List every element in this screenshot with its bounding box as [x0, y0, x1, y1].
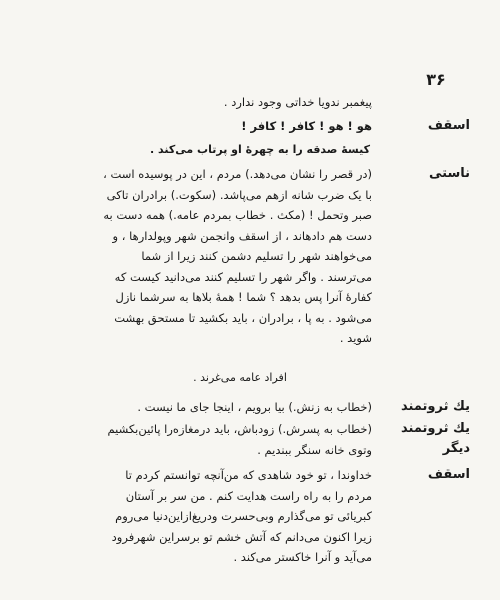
speaker-name: اسقف — [427, 467, 470, 482]
text-line: شوید . — [339, 331, 372, 345]
dialogue-entry — [30, 397, 470, 419]
text-line: می‌شود . به پا ، برادران ، باید بکشید تا مستحق بهشت — [114, 310, 372, 325]
dialogue-text — [32, 465, 372, 568]
dialogue-entry — [30, 465, 470, 575]
text-line: با یک ضرب شانه ازهم می‌پاشد. (سکوت.) برادران تاکی — [106, 187, 372, 202]
dialogue-text — [32, 116, 372, 137]
text-line: (خطاب به پسرش.) زودباش، باید درمغازه‌را پائین‌بکشیم — [107, 422, 372, 436]
dialogue-text — [32, 397, 372, 418]
speaker-name: اسقف — [427, 118, 470, 133]
text-line: می‌ترسند . واگر شهر را تسلیم کنند می‌دانید کیست که — [114, 269, 372, 284]
dialogue-text — [32, 164, 372, 349]
dialogue-text — [32, 92, 372, 113]
continuation-entry — [30, 92, 470, 114]
page-number: ۳۶ — [426, 70, 446, 89]
speaker-name: یك ثروتمند — [401, 399, 470, 414]
stage-direction: افراد عامه می‌غرند . — [193, 371, 287, 384]
speaker-name: ناستی — [428, 166, 470, 181]
text-line: وتوی خانه سنگر ببندیم . — [257, 442, 372, 457]
text-line: مردم را به راه راست هدایت کنم . من سر بر آستان — [125, 488, 372, 503]
text-line: (خطاب به زنش.) بیا برویم ، اینجا جای ما نیست . — [137, 400, 372, 414]
text-line: خداوندا ، تو خود شاهدی که من‌آنچه توانستم کردم تا — [125, 468, 372, 482]
dialogue-entry — [30, 116, 470, 138]
speaker-name: یك ثروتمند دیگر — [401, 421, 470, 456]
text-line: صبر وتحمل ! (مکث . خطاب بمردم عامه.) همه دست به — [103, 208, 372, 222]
stage-direction: کیسهٔ صدقه را به چهرهٔ او پرتاب می‌کند . — [150, 143, 370, 156]
text-line: کفارهٔ آنرا پس بدهد ؟ شما ! همهٔ بلاها به سرشما نازل — [115, 290, 372, 304]
text-line: می‌آید و آنرا خاکستر می‌کند . — [233, 550, 372, 564]
dialogue-entry — [30, 419, 470, 461]
text-line: زیرا اکنون می‌دانم که آتش خشم تو برسراین شهرفرود — [111, 529, 372, 544]
dialogue-entry — [30, 164, 470, 354]
text-line: کبریائی تو می‌گذارم وبی‌حسرت ودریغ‌ازاین‌دنیا می‌روم — [115, 509, 372, 523]
text-line: (در قصر را نشان می‌دهد.) مردم ، این در پوسیده است ، — [103, 167, 372, 181]
text-line: هو ! هو ! کافر ! کافر ! — [241, 119, 372, 133]
dialogue-text — [32, 419, 372, 460]
text-line: می‌خواهند شهر را تسلیم دشمن کنند زیرا از شما — [141, 249, 372, 263]
text-line: پیغمبر ندویا خداتی وجود ندارد . — [223, 95, 372, 109]
text-line: دست هم دادهاند ، از اسقف وانجمن شهر وپولدارها ، و — [112, 228, 372, 243]
